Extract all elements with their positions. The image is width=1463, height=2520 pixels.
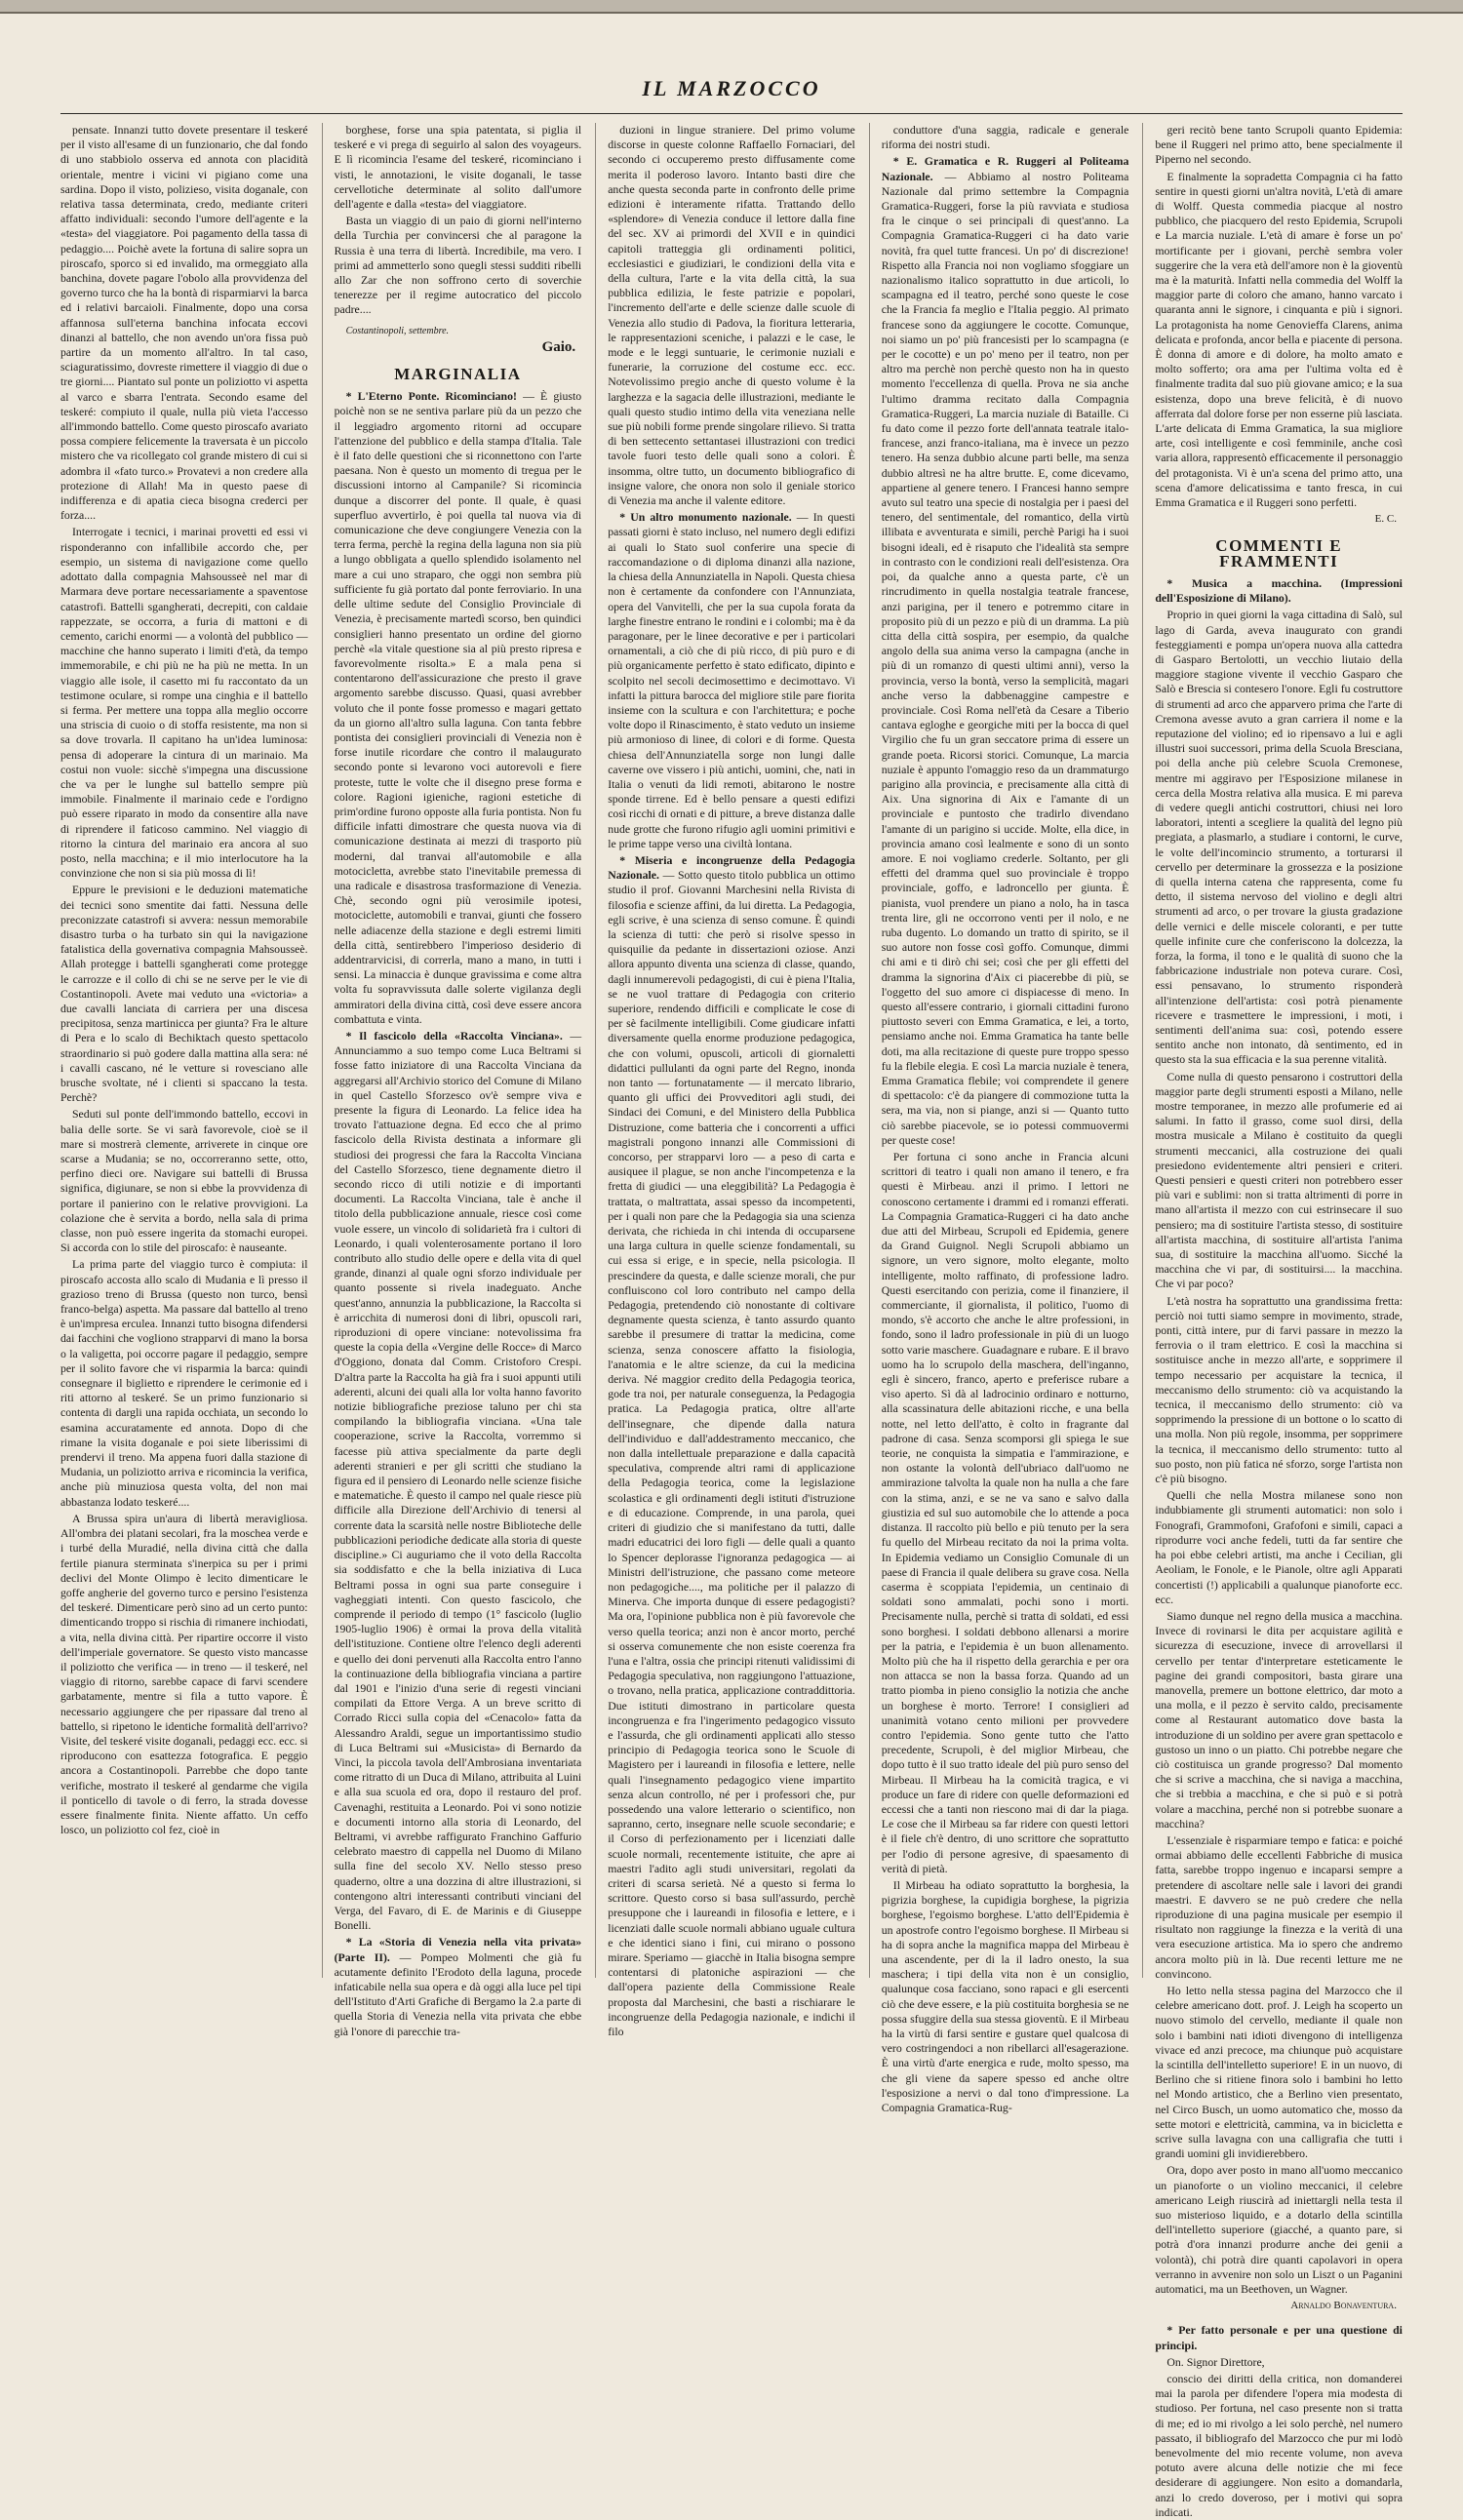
column-5 — [1142, 123, 1403, 2519]
article-text: — È giusto poichè non se ne sentiva parlare più da un pezzo che il leggiadro argomento ritorni ad occupare l'attenzione del pubblico e della stampa d'Italia. Tale è il fato delle questioni che si riconnettono con l'arte paesana. Non è questo un momento di tregua per le discussioni intorno al Campanile? Si ricomincia dunque a discorrer del ponte. Il quale, è quasi superfluo avvertirlo, è poi quella tal nuova via di comunicazione che deve congiungere Venezia con la terra ferma, perchè la regina della laguna non sia più a lungo obbligata a quello splendido isolamento nel mare a cui uno straparo, che oggi non sembra più sufficiente fu già portato dal ponte ferroviario. In una delle ultime sedute del Consiglio Provinciale di Venezia, è precisamente martedì scorso, ben quindici consiglieri hanno presentato un ordine del giorno perchè «la vitale questione sia al più presto ripresa e favorevolmente risolta.» E a mala pena si contentarono dell'assicurazione che presto il grave argomento sarebbe discusso. Quasi, quasi avrebber voluto che il ponte fosse promesso e magari gettato da un giorno all'altro sulla laguna. Con tanta febbre pontista dei consiglieri provinciali di Venezia non è forse inutile ricordare che contro il malaugurato secondo ponte si levarono voci autorevoli e fiere proteste, tutte le volte che il disegno prese forma e colore. Ragioni igieniche, ragioni estetiche di prim'ordine furono opposte alla furia pontista. Non fu difficile infatti dimostrare che questa nuova via di comunicazione destinata ai mezzi di trasporto più moderni, dal tranvai all'automobile e alla motocicletta, avrebbe stato l'inevitabile premessa di una radicale e disastrosa trasformazione di Venezia. Chè, secondo ogni più verosimile ipotesi, motociclette, automobili e tranvai, giunti che fossero nelle adiacenze della stazione e degli estremi limiti della città, sentirebbero l'imperioso desiderio di addentrarvicisi, di correrla, mano a mano, in tutti i sensi. La minaccia è dunque gravissima e come altra volta fu sopravvissuta dalle solerte vigilanza degli ammiratori della divina città, così deve essere ancora combattuta e vinta. — [334, 389, 582, 1026]
article-item: * E. Gramatica e R. Ruggeri al Politeama Nazionale. — Abbiamo al nostro Politeama Nazionale dal primo settembre la Compagnia Gramatica-Ruggeri, forse la più ravviata e studiosa fra le cinque o sei principali di quest'anno. La Compagnia Gramatica-Ruggeri ci ha dato varie novità, fra quel tutte francesi. Un po' di discrezione! Rispetto alla Francia noi non vogliamo sfoggiare un nazionalismo italico soprattutto in due articoli, lo scampagna ed il teatro, perché sono queste le cose che la Francia fa meglio e l'Italia peggio. Al primato francese sono da aggiungere le cocotte. Comunque, noi siamo un po' più francesisti per lo scampagna (e per le cocotte) e un po' meno per il teatro, non per altro ma perchè non perchè questo non ha in questo momento l'eccellenza di quella. Prova ne sia anche l'ultimo dramma recitato dalla Compagnia Gramatica-Ruggeri, La marcia nuziale di Bataille. Ci fu dato come il pezzo forte dell'annata teatrale italo-francese, anzi franco-italiana, ma è invece un pezzo tenero. Ha senza dubbio alcune parti belle, ma senza dubbio altresì ne ha altre brutte. E, come dicevamo, appartiene al genere tenero. I Francesi hanno sempre avuto sul teatro una specie di nostalgia per i paesi del tenero, del sentimentale, del romantico, della virtù illibata e avventurata e simili, perchè Parigi ha i suoi bisogni ideali, ed è risaputo che l'idealità sta sempre in contrasto con le condizioni reali dell'esistenza. Ora poi, da qualche anno a questa parte, c'è un rincrudimento in quella nostalgia teatrale francese, anzi parigina, per il tenero e potremmo citare in proposito più di un pezzo e più di un dramma. La più citta della città sospira, per esempio, da qualche angolo della sua anima verso la campagna (anche in più di un romanzo di questi ultimi anni), verso la provincia, verso la bontà, verso la semplicità, magari anche verso la dabbenaggine campestre e provinciale. Così Roma nell'età da Cesare a Tiberio cantava egloghe e georgiche miti per la bocca di quel Virgilio che fu un gran seccatore prima di essere un grande poeta. Ricorsi storici. Comunque, La marcia nuziale è appunto l'omaggio reso da un drammaturgo parigino alla provincia, e precisamente alla città di Aix. Una signorina di Aix e l'amante di un provinciale e puntosto che tradirlo divendano l'amante di un parigino si uccide. Molte, ella dice, in provincia amano così lealmente e sono di un sonto amore. E noi vogliamo crederle. Soltanto, per gli effetti del dramma quel suo provinciale è troppo provinciale, goffo, e ladroncello per giunta. È pianista, vuol prendere un piano a nolo, ha in tasca trenta lire, gli ne occorrono venti per il nolo, e ne ruba dugento. Lo domando un tratto di spirito, se il suo autore non fosse così goffo. Comunque, dimmi chi ami e ti dirò chi sei; così che per gli effetti del dramma la signorina d'Aix ci piacerebbe di più, se l'oggetto del suo amore ci dispiacesse di meno. In questo all'essere contrario, i giornali cittadini furono piuttosto severi con Emma Gramatica, e lei, a torto, pensiamo anche noi. Emma Gramatica ha tante belle doti, ma alla recitazione di queste pure troppo spesso fu la flebile elegia. E così La marcia nuziale è tenera, Emma Gramatica flebile; voi comprendete il genere di spettacolo: c'è da piangere di commozione tutta la sera, ma via, non si piange, anzi si — Quanto tutto ciò sarebbe piacevole, se io potessi commuovermi per queste cose! — [881, 154, 1129, 1147]
article-title: E. Gramatica e R. Ruggeri al Politeama Nazionale. — [881, 154, 1129, 183]
article-text: — Sotto questo titolo pubblica un ottimo studio il prof. Giovanni Marchesini nella Rivista di filosofia e scienze affini, da lui diretta. La Pedagogia, egli scrive, è una scienza di senso comune. È quindi la scienza di tutti: che però si risolve spesso in quisquilie da pedante in dissertazioni oziose. Anzi allora appunto diventa una scienza di classe, quando, dagli innumerevoli pedagogisti, di cui è piena l'Italia, se ne vuol trattare di Pedagogia con criterio superiore, rendendo difficili e complicate le cose di per sè facilmente intelligibili. Come giudicare infatti diversamente quella enorme produzione pedagogica, che con volumi, opuscoli, articoli di giornaletti didattici pullulanti da ogni parte del Regno, inonda non tanto — fortunatamente — il mercato librario, quanto gli uffici dei Provveditori agli studi, dei Sindaci dei Comuni, e del Ministero della Pubblica Distruzione, come batteria che i concorrenti a uffici magistrali pongono innanzi alle Commissioni di concorso, per strapparvi loro — a peso di carta e ausiquee il plague, se non anche l'incompetenza e la fretta di giudici — una eleggibilità? La Pedagogia è trattata, o maltrattata, assai spesso da incompetenti, per i quali non pare che la Pedagogia sia una scienza derivata, che richieda in chi intenda di occuparsene una larga cultura in quelle scienze fondamentali, su cui essa si erige, e in specie, nella psicologia. Il prescindere da questa, e dalle scienze morali, che pur confluiscono col loro contributo nel campo della Pedagogia, pretendendo ciò nonostante di coltivare degnamente questa scienza, è tanto assurdo quanto sarebbe il presumere di trattar la medicina, come scienza, senza conoscere affatto la fisiologia, l'anatomia e le altre scienze, da cui la medicina deriva. Né maggior credito della Pedagogia teorica, gode tra noi, per naturale conseguenza, la Pedagogia pratica. La Pedagogia pratica, oltre all'arte dell'insegnare, che dipende dalla natura dell'individuo e dall'addestramento meccanico, che non dalla intellettuale preparazione e dalla capacità speculativa, comprende altri rami di applicazione della Pedagogia teorica, come la legislazione scolastica e gli ordinamenti degli istituti d'istruzione e di educazione. Comprende, in una parola, quei criteri di giudizio che si manifestano da tutti, dalle madri educatrici dei loro figli — delle quali a quanto lo Spencer deplorasse l'ignoranza pedagogica — ai Ministri dell'istruzione, che passano come meteore non pedagogiche...., ma politiche per il palazzo di Minerva. Che importa dunque di essere pedagogisti? Ma ora, l'opinione pubblica non è più favorevole che verso quella teorica; anzi non è ancor morto, perché si osserva comunemente che non esiste coerenza fra l'una e l'altra, ossia che principi ritenuti validissimi di Pedagogia speculativa, non raggiungono l'attuazione, o trovano, nella pratica, applicazione contraddittoria. Due istituti dimostrano in particolare questa incongruenza e fra l'ingerimento pedagogico vissuto e l'assurda, che gli ordinamenti applicati allo stesso principio di Pedagogia teorica sono le Scuole di Magistero per i laureandi in filosofia e lettere, nelle quali l'insegnamento pedagogico viene impartito senza alcun controllo, né per i professori che, pur possedendo una valore letterario o scientifico, non sapranno, certo, insegnare nelle scuole secondarie; e il Corso di perfezionamento per i licenziati dalle scuole normali, recentemente istituite, che apre ai maestri l'adito agli studi universitari, regolati da criteri di scarsa serietà. Né a questo si ferma lo scrittore. Questo corso si basa sull'assurdo, perchè presuppone che i laureandi in filosofia e lettere, e i licenziati dalle scuole normali abbiano uguale cultura e che identici siano i fini, cui mirano o possono mirare. Speriamo — giacchè in Italia bisogna sempre contentarsi di platoniche aspirazioni — che dall'opera paziente della Commissione Reale proposta dal Marchesini, che basti a rischiarare le incongruenze della Pedagogia nazionale, e indichi il filo — [608, 868, 855, 2038]
article-item: * Per fatto personale e per una questione di principi. — [1155, 2323, 1403, 2352]
article-title: La «Storia di Venezia nella vita privata» (Parte II). — [334, 1935, 582, 1964]
paragraph: Seduti sul ponte dell'immondo battello, eccovi in balia delle sorte. Se vi sarà favorevole, cioè se il mare si mostrerà clemente, arriverete in cinque ore scarse a Mudania; se no, occorreranno sette, otto, perfino dieci ore. Navigare sui battelli di Brussa significa, digiunare, se non si ebbe la provvidenza di portare il panierino con le relative provvigioni. La colazione che è servita a bordo, nella sala di prima classe, non può essere ingerita da stomachi europei. Si accorda con lo stile del piroscafo: è nauseante. — [60, 1107, 308, 1255]
article-text: — In questi passati giorni è stato incluso, nel numero degli edifizi ai quali lo Stato suol conferire una specie di raccomandazione o di diploma dinanzi alla nazione, la chiesa della Annunziatella in Napoli. Questa chiesa non è certamente da confondere con l'Annunziata, opera del Vanvitelli, che per la sua cupola forata da larghe finestre entrano le rondini e i colombi; ma è da paragonare, per le linee decorative e per i particolari ornamentali, a ciò che di più ricco, di più puro e di più organicamente perfetto è stato edificato, dipinto e scolpito nel secoli decimosettimo e decimottavo. Vi infatti la pittura barocca del migliore stile pare fiorita insieme con la scultura e con l'architettura; e poche volte dopo il Rinascimento, è stato veduto un insieme più armonioso di linee, di colori e di forme. Questa chiesa dell'Annunziatella sorge non lungi dalle caverne ove vissero i più antichi, uomini, che, nati in Italia o venuti da lidi remoti, abitarono le nostre sponde tirrene. Ed è bello pensare a questi edifizi così ricchi di ornati e di pitture, a breve distanza dalle nude grotte che furono rifugio agli uomini primitivi e le prime tappe verso una civiltà lontana. — [608, 510, 855, 850]
paragraph: Siamo dunque nel regno della musica a macchina. Invece di rovinarsi le dita per acquistare agilità e sicurezza di esecuzione, invece di arrovellarsi il cervello per tentar d'interpretare esteticamente le pagine dei grandi compositori, basta girare una manovella, premere un bottone elettrico, dar moto a una molla, e il pezzo è servito caldo, precisamente come al Restaurant automatico dove basta la introduzione di un soldino per avere gran spettacolo e gustoso un inno o un piatto. Chi potrebbe negare che ciò costituisca un grande progresso? Dal momento che si scrive a macchina, che si naviga a macchina, che si trebbia a macchina, e che si può e si potrà volare a macchina, perché non si potrebbe suonare a macchina? — [1155, 1608, 1403, 1831]
paragraph: L'età nostra ha soprattutto una grandissima fretta: perciò noi tutti siamo sempre in movimento, strade, ponti, città intere, pur di farvi passare in mezzo la ferrovia o il tram elettrico. E così la macchina si sostituisce anche in mezzo all'arte, e sopprimere il tempo necessario per acquistare la tecnica, il meccanismo dello strumento: ciò va acquistando la tecnica, il meccanismo dello strumento: ciò va sopprimendo la pressione di un bottone o lo scatto di una molla. Non più regole, insomma, per sopprimere la tecnica, il meccanismo dello strumento: tutto al suo posto, non più fatica né sforzo, sorge l'artista non c'è più bisogno. — [1155, 1293, 1403, 1486]
paragraph: Eppure le previsioni e le deduzioni matematiche dei tecnici sono smentite dai fatti. Nessuna delle preconizzate catastrofi si avvera: nessun memorabile disastro turba o ha turbato sin qui la navigazione fatalistica della governativa compagnia Mahsousseè. Allah protegge i battelli sgangherati come protegge le carrozze e il collo di chi se ne serve per le vie di Costantinopoli. Avete mai veduto una «victoria» a due cavalli lanciata di carriera per una discesa precipitosa, senza martinicca per giunta? Fra le alture di Pera e lo scalo di Bechiktach questo spettacolo straordinario si può godere dalla mattina alla sera: né i cavalli cascano, né le vetture si rovesciano alle brusche svoltate, né i clienti si spaccano la testa. Perchè? — [60, 883, 308, 1105]
paragraph: conduttore d'una saggia, radicale e generale riforma dei nostri studi. — [881, 123, 1129, 152]
article-item: * L'Eterno Ponte. Ricominciano! — È giusto poichè non se ne sentiva parlare più da un pezzo che il leggiadro argomento ritorni ad occupare l'attenzione del pubblico e della stampa d'Italia. Tale è il fato delle questioni che si riconnettono con l'arte paesana. Non è questo un momento di tregua per le discussioni intorno al Campanile? Si ricomincia dunque a discorrer del ponte. Il quale, è quasi superfluo avvertirlo, è poi quella tal nuova via di comunicazione che deve congiungere Venezia con la terra ferma, perchè la regina della laguna non sia più a lungo obbligata a quello splendido isolamento nel mare a cui uno straparo, che oggi non sembra più sufficiente fu già portato dal ponte ferroviario. In una delle ultime sedute del Consiglio Provinciale di Venezia, è precisamente martedì scorso, ben quindici consiglieri hanno presentato un ordine del giorno perchè «la vitale questione sia al più presto ripresa e favorevolmente risolta.» E a mala pena si contentarono dell'assicurazione che presto il grave argomento sarebbe discusso. Quasi, quasi avrebber voluto che il ponte fosse promesso e magari gettato da un giorno all'altro sulla laguna. Con tanta febbre pontista dei consiglieri provinciali di Venezia non è forse inutile ricordare che contro il malaugurato secondo ponte si levarono voci autorevoli e fiere proteste, tutte le volte che il disegno prese forma e colore. Ragioni igieniche, ragioni estetiche di prim'ordine furono opposte alla furia pontista. Non fu difficile infatti dimostrare che questa nuova via di comunicazione destinata ai mezzi di trasporto più moderni, dal tranvai all'automobile e alla motocicletta, avrebbe stato l'inevitabile premessa di una radicale e disastrosa trasformazione di Venezia. Chè, secondo ogni più verosimile ipotesi, motociclette, automobili e tranvai, giunti che fossero nelle adiacenze della stazione e degli estremi limiti della città, sentirebbero l'imperioso desiderio di addentrarvicisi, di correrla, mano a mano, in tutti i sensi. La minaccia è dunque gravissima e come altra volta fu sopravvissuta dalle solerte vigilanza degli ammiratori della divina città, così deve essere ancora combattuta e vinta. — [334, 389, 582, 1026]
text-columns — [60, 123, 1403, 2519]
article-title: Miseria e incongruenze della Pedagogia Nazionale. — [608, 852, 855, 883]
paragraph: Quelli che nella Mostra milanese sono non indubbiamente gli strumenti automatici: non solo i Fonografi, Grammofoni, Grafofoni e simili, capaci a riprodurre voci anche fedeli, tutti da far sentire che ha poi ebbe celebri artisti, ma anche i Cecilian, gli Aeoliam, le Fonole, e le Pianole, oltre agli Apparati concertisti (!) applicabili a qualunque pianoforte ecc. ecc. — [1155, 1488, 1403, 1606]
section-heading-marginalia: MARGINALIA — [394, 365, 522, 384]
article-title: Un altro monumento nazionale. — [630, 510, 792, 525]
article-item: * Miseria e incongruenze della Pedagogia Nazionale. — Sotto questo titolo pubblica un ottimo studio il prof. Giovanni Marchesini nella Rivista di filosofia e scienze affini, da lui diretta. La Pedagogia, egli scrive, è una scienza di senso comune. È quindi la scienza di tutti: che però si risolve spesso in quisquilie da pedante in dissertazioni oziose. Anzi allora appunto diventa una scienza di classe, quando, dagli innumerevoli pedagogisti, di cui è piena l'Italia, se ne vuol trattare di Pedagogia con criterio superiore, rendendo difficili e complicate le cose di per sè facilmente intelligibili. Come giudicare infatti diversamente quella enorme produzione pedagogica, che con volumi, opuscoli, articoli di giornaletti didattici pullulanti da ogni parte del Regno, inonda non tanto — fortunatamente — il mercato librario, quanto gli uffici dei Provveditori agli studi, dei Sindaci dei Comuni, e del Ministero della Pubblica Distruzione, come batteria che i concorrenti a uffici magistrali pongono innanzi alle Commissioni di concorso, per strapparvi loro — a peso di carta e ausiquee il plague, se non anche l'incompetenza e la fretta di giudici — una eleggibilità? La Pedagogia è trattata, o maltrattata, assai spesso da incompetenti, per i quali non pare che la Pedagogia sia una scienza derivata, che richieda in chi intenda di occuparsene una larga cultura in quelle scienze fondamentali, su cui essa si erige, e in specie, nella psicologia. Il prescindere da questa, e dalle scienze morali, che pur confluiscono col loro contributo nel campo della Pedagogia, pretendendo ciò nonostante di coltivare degnamente questa scienza, è tanto assurdo quanto sarebbe il presumere di trattar la medicina, come scienza, senza conoscere affatto la fisiologia, l'anatomia e le altre scienze, da cui la medicina deriva. Né maggior credito della Pedagogia teorica, gode tra noi, per naturale conseguenza, la Pedagogia pratica. La Pedagogia pratica, oltre all'arte dell'insegnare, che dipende dalla natura dell'individuo e dall'addestramento meccanico, che non dalla intellettuale preparazione e dalla capacità speculativa, comprende altri rami di applicazione della Pedagogia teorica, come la legislazione scolastica e gli ordinamenti degli istituti d'istruzione e di educazione. Comprende, in una parola, quei criteri di giudizio che si manifestano da tutti, dalle madri educatrici dei loro figli — delle quali a quanto lo Spencer deplorasse l'ignoranza pedagogica — ai Ministri dell'istruzione, che passano come meteore non pedagogiche...., ma politiche per il palazzo di Minerva. Che importa dunque di essere pedagogisti? Ma ora, l'opinione pubblica non è più favorevole che verso quella teorica; anzi non è ancor morto, perché si osserva comunemente che non esiste coerenza fra l'una e l'altra, ossia che principi ritenuti validissimi di Pedagogia speculativa, non raggiungono l'attuazione, o trovano, nella pratica, applicazione contraddittoria. Due istituti dimostrano in particolare questa incongruenza e fra l'ingerimento pedagogico vissuto e l'assurda, che gli ordinamenti applicati allo stesso principio di Pedagogia teorica sono le Scuole di Magistero per i laureandi in filosofia e lettere, nelle quali l'insegnamento pedagogico viene impartito senza alcun controllo, né per i professori che, pur possedendo una valore letterario o scientifico, non sapranno, certo, insegnare nelle scuole secondarie; e il Corso di perfezionamento per i licenziati dalle scuole normali, recentemente istituite, che apre ai maestri l'adito agli studi universitari, regolati da criteri di scarsa serietà. Né a questo si ferma lo scrittore. Questo corso si basa sull'assurdo, perchè presuppone che i laureandi in filosofia e lettere, e i licenziati dalle scuole normali abbiano uguale cultura e che identici siano i fini, cui mirano o possono mirare. Speriamo — giacchè in Italia bisogna sempre contentarsi di platoniche aspirazioni — che dall'opera paziente della Commissione Reale proposta dal Marchesini, che basti a rischiarare le incongruenze della Pedagogia nazionale, e indichi il filo — [608, 852, 855, 2038]
paragraph: Proprio in quei giorni la vaga cittadina di Salò, sul lago di Garda, aveva inaugurato con grandi festeggiamenti e pompa un'opera nuova alla cattedra di Gasparo Bertolotti, un vecchio liutaio della maggiore stagione vivente il vecchio Gasparo che Salò e Brescia si contesero l'onore. Egli fu costruttore di strumenti ad arco che apparvero prima che l'arte di Cremona avesse avuto a gran carriera il nome e la reputazione del violino; ed io ripensavo a lui e agli illustri suoi successori, prima della Scuola Bresciana, poi della anche più celebre Scuola Cremonese, mentre mi aggiravo per l'Esposizione milanese in cerca della Mostra relativa alla musica. E mi pareva di vedere quegli antichi costruttori, chiusi nei loro laboratori, intenti a scegliere la qualità del legno più pregiata, a plasmarlo, a studiare i contorni, le curve, le volte dell'incomincio strumento, a torturarsi il cervello per determinare la grossezza e la posizione di quella interna catena che rappresenta, come fu detto, il sistema nervoso del violino e degli altri strumenti ad arco, o per trovare la giusta gradazione delle vernici e delle miscele coloranti, e per tutte quelle infinite cure che conferiscono la dolcezza, la forza, la forma, il tono e le qualità di suono che la fabbricazione industriale non poteva curare. Così, essi pensavano, lo strumento risponderà all'intenzione dell'artista: così potrà pienamente ricevere e trasmettere le impressioni, i moti, i sentimenti dell'anima sua: così, potendo essere sentito anche non intonato, dà sentimento, ed in questo sta la sua efficacia e la sua perenne vitalità. — [1155, 608, 1403, 1067]
paragraph: On. Signor Direttore, — [1166, 2354, 1265, 2369]
paragraph: La prima parte del viaggio turco è compiuta: il piroscafo accosta allo scalo di Mudania e lì presso il grazioso treno di Brussa (questo non turco, bensì franco-belga) aspetta. Ma passare dal battello al treno è un'impresa erculea. Innanzi tutto bisogna difendersi dai facchini che vogliono strapparvi di mano la borsa o la valigetta, poi occorre pagare il pedaggio, sempre per il solito favore che vi risparmia la barca: quindi consegnare il biglietto e riprendere le cerimonie ed i riti attorno al teskeré. Se un primo funzionario si contenta di dargli una rapida occhiata, un secondo lo esamina accuratamente ed annota. Dopo di che rimane la visita doganale e poi siete liberissimi di prendervi il treno. Ma appena fuori dalla stazione di Mudania, un poliziotto arriva e ricomincia la verifica, anche più minuziosa questa volta, del non mai abbastanza lodato teskeré.... — [60, 1257, 308, 1509]
paragraph: E finalmente la sopradetta Compagnia ci ha fatto sentire in questi giorni un'altra novità, L'età di amare di Wolff. Questa commedia piacque al nostro pubblico, che piacquero del resto Epidemia, Scrupoli e La marcia nuziale. L'età di amare è forse un po' mortificante per i giovani, perchè sembra voler suggerire che la vera età dell'amore non è la gioventù ma è la maturità. Infatti nella commedia del Wolff la maggior parte di coloro che amano, hanno varcato i quaranta anni le signore, i cinquanta e più i signori. La protagonista ha nome Genovieffa Clarens, anima delicata e profonda, ancor bella e piacente di persona. È donna di amore e di dolore, ha molto amato e molto sofferto; ora ama per l'ultima volta ed è finalmente tradita dal suo più giovane amico; e la sua esistenza, dopo una breve felicità, è di nuovo afferrata dal dolore forse per non esserne più lasciata. L'arte delicata di Emma Gramatica, la sua migliore arte, così intelligente e così femminile, anche così varia allora, rappresentò efficacemente il personaggio del protagonista. Vi è un'a scena del primo atto, una scena d'amore delicatissima e tanto fresca, in cui Emma Gramatica e il Ruggeri sono perfetti. — [1155, 169, 1403, 510]
author-signature: Gaio. — [541, 338, 576, 355]
masthead — [60, 76, 1403, 119]
article-title: Musica a macchina. (Impressioni dell'Esposizione di Milano). — [1155, 575, 1403, 606]
author-signature: E. C. — [1374, 513, 1397, 526]
paragraph: borghese, forse una spia patentata, si piglia il teskeré e vi prega di seguirlo al salon des voyageurs. E lì ricomincia l'esame del teskeré, ricominciano i visti, le annotazioni, le visite doganali, le tasse cervellotiche determinate al solito dall'umore dell'agente e dalla «testa» del viaggiatore. — [334, 123, 582, 212]
article-title: Per fatto personale e per una questione di principi. — [1155, 2323, 1403, 2352]
paragraph: Ora, dopo aver posto in mano all'uomo meccanico un pianoforte o un violino meccanici, il celebre americano Leigh riuscirà ad iniettargli nella testa il suo misterioso liquido, e a dotarlo della scintilla dell'intelletto superiore (giacché, a quanto pare, si potrà d'ora innanzi produrre anche dei genii a volontà), chi potrà dire quanti capolavori in opera verranno in avvenire non solo un Liszt o un Paganini automatici, ma un Beethoven, un Wagner. — [1155, 2163, 1403, 2297]
paragraph: Per fortuna ci sono anche in Francia alcuni scrittori di teatro i quali non amano il tenero, e fra questi è Mirbeau. anzi il primo. I lettori ne conoscono certamente i drammi ed i romanzi efferati. La Compagnia Gramatica-Ruggeri ci ha dato anche due atti del Mirbeau, Scrupoli ed Epidemia, genere da Grand Guignol. Negli Scrupoli abbiamo un signore, un vero signore, molto elegante, molto intelligente, molto raffinato, di professione ladro. Questi esercitando con perizia, come il finanziere, il commerciante, il giornalista, il politico, l'uomo di mondo, s'è accorto che anche le altre professioni, in fondo, sono il ladro professionale in più di un luogo sotto varie maschere. Guadagnare e rubare. E il bravo uomo ha lo scrupolo della maschera, dell'inganno, egli è sincero, franco, aperto e preferisce rubare a viso aperto. Sì dà al ladrocinio ordinaro e notturno, alla scassinatura delle abitazioni ricche, e una bella notte, nel letto dell'atto, è colto in fragrante dal padrone di casa. Senza scomporsi gli spiega le sue teorie, ne conquista la simpatia e l'ammirazione, e non ostante la volontà dell'ubriaco dall'uomo ne ammirazione talvolta la quale non ha nulla a che fare con la stima, anzi, e se ne va sano e salvo dalla giustizia ed sul suo automobile che lo attende a poca distanza. Il raccolto più bello e più tenuto per la sera fu quello del Mirbeau recitato da noi la prima volta. In Epidemia vediamo un Consiglio Comunale di un paese di Francia il quale delibera su grave cosa. Nella caserma è scoppiata l'epidemia, un centinaio di soldati sono ammalati, pochi sono i morti. Precisamente nulla, perchè si tratta di soldati, ed essi sono borghesi. I soldati debbono allenarsi a morire per la patria, e l'epidemia è un buon allenamento. Molto più che ha il rispetto della gerarchia e per ora non attacca se non la bassa forza. Quando ad un tratto piomba in pieno consiglio la notizia che anche un borghese è morto. Terrore! I consiglieri ad unanimità votano cento milioni per provvedere contro l'epidemia. Sono gente tutto che l'atto precedente, Scrupoli, è del miglior Mirbeau, che dopo tutto è il suo tratto ideale del più puro senso del Mirbeau. Il Mirbeau ha la comicità tragica, e vi produce un fare di ridere con quelle deformazioni ed eccessi che a tanti non riescono mai di dar la piaga. Le cose che il Mirbeau sa far ridere con questi lettori è il fiele ch'è dentro, di uno scrittore che soprattutto per l'odio di persone agresive, di spaesamento di verità di pietà. — [881, 1150, 1129, 1875]
article-item: * Un altro monumento nazionale. — In questi passati giorni è stato incluso, nel numero degli edifizi ai quali lo Stato suol conferire una specie di raccomandazione o di diploma dinanzi alla nazione, la chiesa della Annunziatella in Napoli. Questa chiesa non è certamente da confondere con l'Annunziata, opera del Vanvitelli, che per la sua cupola forata da larghe finestre entrano le rondini e i colombi; ma è da paragonare, per le linee decorative e per i particolari ornamentali, a ciò che di più ricco, di più puro e di più organicamente perfetto è stato edificato, dipinto e scolpito nel secoli decimosettimo e decimottavo. Vi infatti la pittura barocca del migliore stile pare fiorita insieme con la scultura e con l'architettura; e poche volte dopo il Rinascimento, è stato veduto un insieme più armonioso di linee, di colori e di forme. Questa chiesa dell'Annunziatella sorge non lungi dalle caverne ove vissero i più antichi, uomini, che, nati in Italia o venuti da lidi remoti, abitarono le nostre sponde tirrene. Ed è bello pensare a questi edifizi così ricchi di ornati e di pitture, a breve distanza dalle nude grotte che furono rifugio agli uomini primitivi e le prime tappe verso una civiltà lontana. — [608, 510, 855, 850]
column-2 — [322, 123, 582, 2038]
top-border — [0, 0, 1463, 14]
author-signature: Arnaldo Bonaventura. — [1290, 2300, 1397, 2312]
header-rule — [60, 113, 1403, 114]
article-text: — Annunciammo a suo tempo come Luca Beltrami si fosse fatto iniziatore di una Raccolta Vinciana da aggregarsi all'Archivio storico del Comune di Milano in quel Castello Sforzesco ov'è sempre viva e presente la figura di Leonardo. La felice idea ha trovato l'attuazione degna. Ed ecco che al primo fascicolo della Rivista destinata a informare gli studiosi dei progressi che fara la Raccolta Vinciana del Castello Sforzesco, tiene degnamente dietro il secondo ricco di utili notizie e di importanti documenti. La Raccolta Vinciana, tale è anche il titolo della pubblicazione annuale, riesce così come vuole essere, un vincolo di solidarietà fra i cultori di Leonardo, i quali volenterosamente portano il loro contributo allo studio delle opere e della vita di quel grande, dinanzi al quale ogni sforzo individuale per quanto possente si rivela inadeguato. Anche quest'anno, annunzia la pubblicazione, la Raccolta si è arricchita di numerosi doni di libri, opuscoli rari, riproduzioni di opere vinciane: notevolissima fra queste la copia della «Vergine delle Rocce» di Marco d'Oggiono, donata dal Comm. Cristoforo Crespi. D'altra parte la Raccolta ha già fra i suoi appunti utili aderenti, alcuni dei quali alla lor volta hanno favorito notizie bibliografiche preziose taluno per chi sta compilando la bibliografia vinciana. «Una tale cooperazione, scrive la Raccolta, vorremmo si facesse più attiva specialmente da parte degli aderenti stranieri e per gli scritti che studiano la figura ed il pensiero di Leonardo nelle scienze fisiche e matematiche. È questo il campo nel quale riesce più difficile alla Direzione dell'Archivio di tenersi al corrente data la scarsità nelle nostre Biblioteche delle pubblicazioni periodiche dedicate alla storia di queste discipline.» Ci auguriamo che il voto della Raccolta sia soddisfatto e che la bella iniziativa di Luca Beltrami possa in ogni sua parte conseguire i vagheggiati intenti. Con questo fascicolo, che comprende il periodo di tempo (1° fascicolo (luglio 1905-luglio 1906) è ormai la prova della vitalità dell'istituzione. Contiene oltre l'elenco degli aderenti e quello dei doni pervenuti alla Raccolta entro l'anno la continuazione della bibliografia vinciana a partire dal 1901 e l'inizio d'una serie di regesti vinciani compilati da Ettore Verga. A un breve scritto di Corrado Ricci sulla copia del «Cenacolo» fatta da Alessandro Araldi, segue un importantissimo studio di Luca Beltrami sui «Musicista» di Bernardo da Vinci, la piccola tavola dell'Ambrosiana inventariata come ritratto di un Duca di Milano, attribuita al Luini e alla sua scuola ed ora, dopo il restauro del prof. Cavenaghi, restituita a Leonardo. Poi vi sono notizie e documenti intorno alla storia di Leonardo, del Beltrami, vi avrebbe raffigurato Franchino Gaffurio celebrato maestro di cappella nel Duomo di Milano sulla fine del secolo XV. Nello stesso preso quaderno, oltre a una dozzina di altre illustrazioni, si contengono altri interessanti contributi vinciani del Verga, del Favaro, di E. de Marinis e di Giuseppe Bonelli. — [334, 1028, 582, 1933]
article-title: Il fascicolo della «Raccolta Vinciana». — [359, 1028, 563, 1043]
article-text: — Abbiamo al nostro Politeama Nazionale dal primo settembre la Compagnia Gramatica-Ruggeri, forse la più ravviata e studiosa fra le cinque o sei principali di quest'anno. La Compagnia Gramatica-Ruggeri ci ha dato varie novità, fra quel tutte francesi. Un po' di discrezione! Rispetto alla Francia noi non vogliamo sfoggiare un nazionalismo italico soprattutto in due articoli, lo scampagna ed il teatro, perché sono queste le cose che la Francia fa meglio e l'Italia peggio. Al primato francese sono da aggiungere le cocotte. Comunque, noi siamo un po' più francesisti per lo scampagna (e per le cocotte) e un po' meno per il teatro, non per altro ma perchè non perchè questo non ha in questo momento l'eccellenza di quella. Prova ne sia anche l'ultimo dramma recitato dalla Compagnia Gramatica-Ruggeri, La marcia nuziale di Bataille. Ci fu dato come il pezzo forte dell'annata teatrale italo-francese, anzi franco-italiana, ma è invece un pezzo tenero. Ha senza dubbio alcune parti belle, ma senza dubbio altresì ne ha altre brutte. E, come dicevamo, appartiene al genere tenero. I Francesi hanno sempre avuto sul teatro una specie di nostalgia per i paesi del tenero, del sentimentale, del romantico, della virtù illibata e avventurata e simili, perchè Parigi ha i suoi bisogni ideali, ed è risaputo che l'idealità sta sempre in contrasto con le condizioni reali dell'esistenza. Ora poi, da qualche anno a questa parte, c'è un rincrudimento in quella nostalgia teatrale francese, anzi parigina, per il tenero e potremmo citare in proposito più di un pezzo e più di un dramma. La più citta della città sospira, per esempio, da qualche angolo della sua anima verso la campagna (anche in più di un romanzo di questi ultimi anni), verso la provincia, verso la bontà, verso la semplicità, magari anche verso la dabbenaggine campestre e provinciale. Così Roma nell'età da Cesare a Tiberio cantava egloghe e georgiche miti per la bocca di quel Virgilio che fu un gran seccatore prima di essere un grande poeta. Ricorsi storici. Comunque, La marcia nuziale è appunto l'omaggio reso da un drammaturgo parigino alla provincia, e precisamente alla città di Aix. Una signorina di Aix e l'amante di un provinciale e puntosto che tradirlo divendano l'amante di un parigino si uccide. Molte, ella dice, in provincia amano così lealmente e sono di un sonto amore. E noi vogliamo crederle. Soltanto, per gli effetti del dramma quel suo provinciale è troppo provinciale, goffo, e ladroncello per giunta. È pianista, vuol prendere un piano a nolo, ha in tasca trenta lire, gli ne occorrono venti per il nolo, e ne ruba dugento. Lo domando un tratto di spirito, se il suo autore non fosse così goffo. Comunque, dimmi chi ami e ti dirò chi sei; così che per gli effetti del dramma la signorina d'Aix ci piacerebbe di più, se l'oggetto del suo amore ci dispiacesse di meno. In questo all'essere contrario, i giornali cittadini furono piuttosto severi con Emma Gramatica, e lei, a torto, pensiamo anche noi. Emma Gramatica ha tante belle doti, ma alla recitazione di queste pure troppo spesso fu la flebile elegia. E così La marcia nuziale è tenera, Emma Gramatica flebile; voi comprendete il genere di spettacolo: c'è da piangere di commozione tutta la sera, ma via, non si piange, anzi si — Quanto tutto ciò sarebbe piacevole, se io potessi commuovermi per queste cose! — [881, 169, 1129, 1147]
dateline: Costantinopoli, settembre. — [345, 325, 450, 336]
article-item: * Musica a macchina. (Impressioni dell'Esposizione di Milano). — [1155, 575, 1403, 606]
article-title: L'Eterno Ponte. Ricominciano! — [357, 389, 517, 404]
paragraph: conscio dei diritti della critica, non domanderei mai la parola per difendere l'opera mia modesta di studioso. Per fortuna, nel caso presente non si tratta di me; ed io mi rivolgo a lei solo perchè, nel numero passato, il bibliografo del Marzocco che pur mi lodò benevolmente del mio recente volume, non aveva potuto avere alcuna delle notizie che mi fece desiderare di aggiungere. Non esito a domandarla, anzi lo credo doveroso, per i motivi qui sopra indicati. — [1155, 2372, 1403, 2519]
article-text: — Pompeo Molmenti che già fu acutamente definito l'Erodoto della laguna, procede infaticabile nella sua opera e dà oggi alla luce pel tipi dell'Istituto d'Arti Grafiche di Bergamo la 2.a parte di quella Storia di Venezia nella vita privata che ebbe già l'onore di parecchie tra- — [334, 1949, 582, 2038]
paragraph: duzioni in lingue straniere. Del primo volume discorse in queste colonne Raffaello Fornaciari, del secondo ci occuperemo presto diffusamente come merita il poderoso lavoro. Intanto basti dire che anche questa seconda parte in confronto delle prime edizioni è interamente rifatta. Trattando dello «splendore» di Venezia conduce il lettore dalla fine del sec. XV ai primordi del XVII e in quindici capitoli tratteggia gli ordinamenti politici, ecclesiastici e giudiziari, le condizioni della vita e della cultura, l'arte e la vita della città, la sua pubblica edilizia, le feste patrizie e popolari, l'incremento dell'arte e delle scienze dalle scuole di Venezia allo studio di Padova, la fioritura letteraria, le rappresentazioni sceniche, i palazzi e le case, le mode e le leggi suntuarie, le cerimonie nuziali e funerarie, la corruzione del costume ecc. ecc. Notevolissimo pregio anche di questo volume è la larghezza e la sagacia delle illustrazioni, mediante le quali questo studio intimo della vita veneziana nelle sue più nobili forme prende singolare rilievo. Si tratta di ben settecento settantasei illustrazioni con tredici tavole fuori testo delle quali sono a colori. È insomma, oltre tutto, un documento bibliografico di insigne valore, che onora non solo il geniale storico di Venezia ma anche il valente editore. — [608, 123, 855, 508]
paragraph: Il Mirbeau ha odiato soprattutto la borghesia, la pigrizia borghese, la cupidigia borghese, la pigrizia borghese, l'egoismo borghese. L'atto dell'Epidemia è un apostrofe contro l'egoismo borghese. Il Mirbeau si ha di sopra anche la magnifica mappa del Mirbeau è una ascendente, per di la il ladro onesto, la sua maschera; i tipi della vita non è un consiglio, qualunque cosa facciano, sono rapaci e gli esercenti ciò che deve essere, e la più costituita borghesia se ne possa sfuggire della sua stessa gioventù. E il Mirbeau ha la virtù di farsi sentire e gustare quel qualcosa di vero costringendoci a non ribellarci all'esagerazione. È una virtù d'arte energica e rude, molto spesso, ma che gli viene da sapere spesso ed anche oltre l'esposizione a nervi o dal tono d'impressione. La Compagnia Gramatica-Rug- — [881, 1877, 1129, 2115]
paragraph: Come nulla di questo pensarono i costruttori della maggior parte degli strumenti esposti a Milano, nelle mostre temporanee, in mezzo alle profumerie ed ai salumi. In fatto il grasso, come suol dirsi, della mostra musicale a Milano è costituito da quegli strumenti meccanici, alla costruzione dei quali presiedono evidentemente altri pensieri e criteri. Questi pensieri e questi criteri non potrebbero esser più vari e sublimi: non si tratta altrimenti di porre in mano all'artista il mezzo con cui estrinsecare il suo pensiero; ma di sostituire l'artista stesso, di sostituire all'artista macchina, di sostituire all'artista l'anima sua, di sostituire la macchina all'uomo. Sicché la macchina che vi par, di sostituirsi.... la macchina. Che vi par poco? — [1155, 1069, 1403, 1291]
article-item: * La «Storia di Venezia nella vita privata» (Parte II). — Pompeo Molmenti che già fu acutamente definito l'Erodoto della laguna, procede infaticabile nella sua opera e dà oggi alla luce pel tipi dell'Istituto d'Arti Grafiche di Bergamo la 2.a parte di quella Storia di Venezia nella vita privata che ebbe già l'onore di parecchie tra- — [334, 1935, 582, 2038]
paragraph: Interrogate i tecnici, i marinai provetti ed essi vi risponderanno con infallibile accordo che, per esempio, un sistema di navigazione come quello adottato dalla compagnia Mahsousseè nel mar di Marmara deve portare necessariamente a spaventose catastrofi. Battelli sgangherati, decrepiti, con caldaie rappezzate, se occorra, a furia di mattoni e di cemento, carichi enormi — a volontà del pubblico — macchine che hanno superato i limiti d'età, da tempo immemorabile, e chi più ne ha più ne metta. In un viaggio alle isole, il casetto mi fu raccontato da un testimone oculare, si rompe una cinghia e il battello si ferma. Per mettere una toppa alla meglio occorre una striscia di cuoio o di stoffa resistente, ma non si sa dove trovarla. Il capitano ha un'idea luminosa: pensa di adoperare la cintura di un marinaio. Ma costui non vuole: sicchè s'impegna una discussione che va per le lunghe sul battello sempre più immobile. Finalmente il marinaio cede e l'ordigno può essere riparato in modo da consentire alla nave di riprendere il faticoso cammino. Nel viaggio di ritorno la cintura del marinaio era ancora al suo posto, nella macchina; e il mio interlocutore ha la convinzione che non si sia più mossa di lì! — [60, 525, 308, 881]
paragraph: L'essenziale è risparmiare tempo e fatica: e poiché ormai abbiamo delle eccellenti Fabbriche di musica fatta, sarebbe troppo ingenuo e incaparsi sempre a pretendere di ascoltare nelle sale i lavori dei grandi maestri. E davvero se ne può credere che nella riproduzione di una pagina musicale per esempio il risultato non raggiunge la finezza e la verità di una vera esecuzione artistica. Ma io spero che andremo ancora molto più in là. Due recenti letture me ne convincono. — [1155, 1832, 1403, 1981]
article-item: * Il fascicolo della «Raccolta Vinciana». — Annunciammo a suo tempo come Luca Beltrami si fosse fatto iniziatore di una Raccolta Vinciana da aggregarsi all'Archivio storico del Comune di Milano in quel Castello Sforzesco ov'è sempre viva e presente la figura di Leonardo. La felice idea ha trovato l'attuazione degna. Ed ecco che al primo fascicolo della Rivista destinata a informare gli studiosi dei progressi che fara la Raccolta Vinciana del Castello Sforzesco, tiene degnamente dietro il secondo ricco di utili notizie e di importanti documenti. La Raccolta Vinciana, tale è anche il titolo della pubblicazione annuale, riesce così come vuole essere, un vincolo di solidarietà fra i cultori di Leonardo, i quali volenterosamente portano il loro contributo allo studio delle opere e della vita di quel grande, dinanzi al quale ogni sforzo individuale per quanto possente si rivela inadeguato. Anche quest'anno, annunzia la pubblicazione, la Raccolta si è arricchita di numerosi doni di libri, opuscoli rari, riproduzioni di opere vinciane: notevolissima fra queste la copia della «Vergine delle Rocce» di Marco d'Oggiono, donata dal Comm. Cristoforo Crespi. D'altra parte la Raccolta ha già fra i suoi appunti utili aderenti, alcuni dei quali alla lor volta hanno favorito notizie bibliografiche preziose taluno per chi sta compilando la bibliografia vinciana. «Una tale cooperazione, scrive la Raccolta, vorremmo si facesse più attiva specialmente da parte degli aderenti stranieri e per gli scritti che studiano la figura ed il pensiero di Leonardo nelle scienze fisiche e matematiche. È questo il campo nel quale riesce più difficile alla Direzione dell'Archivio di tenersi al corrente data la scarsità nelle nostre Biblioteche delle pubblicazioni periodiche dedicate alla storia di queste discipline.» Ci auguriamo che il voto della Raccolta sia soddisfatto e che la bella iniziativa di Luca Beltrami possa in ogni sua parte conseguire i vagheggiati intenti. Con questo fascicolo, che comprende il periodo di tempo (1° fascicolo (luglio 1905-luglio 1906) è ormai la prova della vitalità dell'istituzione. Contiene oltre l'elenco degli aderenti e quello dei doni pervenuti alla Raccolta entro l'anno la continuazione della bibliografia vinciana a partire dal 1901 e l'inizio d'una serie di regesti vinciani compilati da Ettore Verga. A un breve scritto di Corrado Ricci sulla copia del «Cenacolo» fatta da Alessandro Araldi, segue un importantissimo studio di Luca Beltrami sui «Musicista» di Bernardo da Vinci, la piccola tavola dell'Ambrosiana inventariata come ritratto di un Duca di Milano, attribuita al Luini e alla sua scuola ed ora, dopo il restauro del prof. Cavenaghi, restituita a Leonardo. Poi vi sono notizie e documenti intorno alla storia di Leonardo, del Beltrami, vi avrebbe raffigurato Franchino Gaffurio celebrato maestro di cappella nel Duomo di Milano sulla fine del secolo XV. Nello stesso preso quaderno, oltre a una dozzina di altre illustrazioni, si contengono altri interessanti contributi vinciani del Verga, del Favaro, di E. de Marinis e di Giuseppe Bonelli. — [334, 1028, 582, 1933]
paragraph: A Brussa spira un'aura di libertà meravigliosa. All'ombra dei platani secolari, fra la moschea verde e i turbé della Muradié, nella divina città che dalla fertile pianura sterminata s'inerpica su per i primi declivi del Monte Olimpo è lecito dimenticare le goffe angherie del governo turco e persino l'esistenza del teskeré. Dimenticare però sino ad un certo punto: dimenticando troppo si rischia di rimanere inchiodati, a vita, nella divina città. Per ripartire occorre il visto dell'imperiale governatore. Se questo visto mancasse il poliziotto che verifica — in treno — il teskeré, nel viaggio di ritorno, sarebbe capace di farvi scendere garbatamente, mentre si fila a tutto vapore. È necessario aggiungere che per ripassare dal treno al battello, si ripetono le identiche formalità dell'arrivo? Visite, del teskeré visite doganali, pedaggi ecc. ecc. si riproducono con esattezza fotografica. E peggio ancora a Costantinopoli. Parrebbe che dopo tante verifiche, mostrato il teskeré al gendarme che vigila il ponticello di tavole o di ferro, la strada dovesse essere finalmente finita. Niente affatto. Un ceffo losco, un poliziotto col fez, cioè in — [60, 1511, 308, 1837]
paragraph: Ho letto nella stessa pagina del Marzocco che il celebre americano dott. prof. J. Leigh ha scoperto un nuovo stimolo del cervello, mediante il quale non solo i bambini nati idioti divengono di intelligenza vivace ed anzi precoce, ma chiunque può acquistare la scintilla dell'intelletto superiore! E in un nuovo, di Berlino che si ritiene finora solo i bambini ho letto nel Mondo artistico, che a Berlino vien presentato, nel Circo Busch, un uomo automatico che, mosso da sette motori e elettricità, cammina, va in bicicletta e scrive sulla lavagna con una calligrafia che tutti i grandi uomini gli invidierebbero. — [1155, 1983, 1403, 2161]
page-title: IL MARZOCCO — [642, 76, 821, 100]
column-1 — [60, 123, 308, 1978]
paragraph: geri recitò bene tanto Scrupoli quanto Epidemia: bene il Ruggeri nel primo atto, bene specialmente il Piperno nel secondo. — [1155, 123, 1403, 167]
paragraph: Basta un viaggio di un paio di giorni nell'interno della Turchia per convincersi che al paragone la Russia è una terra di libertà. Incredibile, ma vero. I primi ad ammetterlo sono quegli stessi sudditi ribelli allo Zar che non soffrono certo di soverchie tenerezze per il regime autocratico del piccolo padre.... — [334, 214, 582, 317]
column-4 — [869, 123, 1129, 2115]
paragraph: pensate. Innanzi tutto dovete presentare il teskeré per il visto all'esame di un funzionario, che dal fondo di uno stabbiolo osserva ed annota con placidità orientale, mentre i vicini vi pigiano come una sardina. Dopo il visto, polizieso, visita doganale, con relativa tassa determinata, credo, mediante criteri affatto individuali: secondo l'umore dell'agente e la «testa» del viaggiatore. Poi pagamento della tassa di pedaggio.... Poichè avete la fortuna di salire sopra un piroscafo, sporco si ed invalido, ma ormeggiato alla banchina, dovete pagare l'obolo alla provvidenza del governo turco che ha la bontà di risparmiarvi la barca ed i relativi barcaioli. Finalmente, dopo una corsa affannosa sull'eterna banchina infocata eccovi dinanzi al battello, che non avendo un'ora fissa può partire da un momento all'altro. In tal caso, sciaguratissimo, dovreste rimettere il viaggio di due o tre giorni.... Piantato sul ponte un poliziotto vi aspetta al varco e sbarra l'entrata. Secondo esame del teskeré: compiuto il quale, nulla più vieta l'accesso all'immondo battello. Come questo piroscafo avariato possa compiere felicemente la traversata è un piccolo mistero che va ricollegato col grande mistero di cui si adombra il «fato turco.» Provatevi a non credere alla protezione di Allah! Ma in questo paese di indifferenza e di apatia cieca bisogna crederci per forza.... — [60, 123, 308, 523]
section-heading-commenti: COMMENTI E FRAMMENTI — [1215, 536, 1343, 571]
column-3 — [595, 123, 855, 2038]
